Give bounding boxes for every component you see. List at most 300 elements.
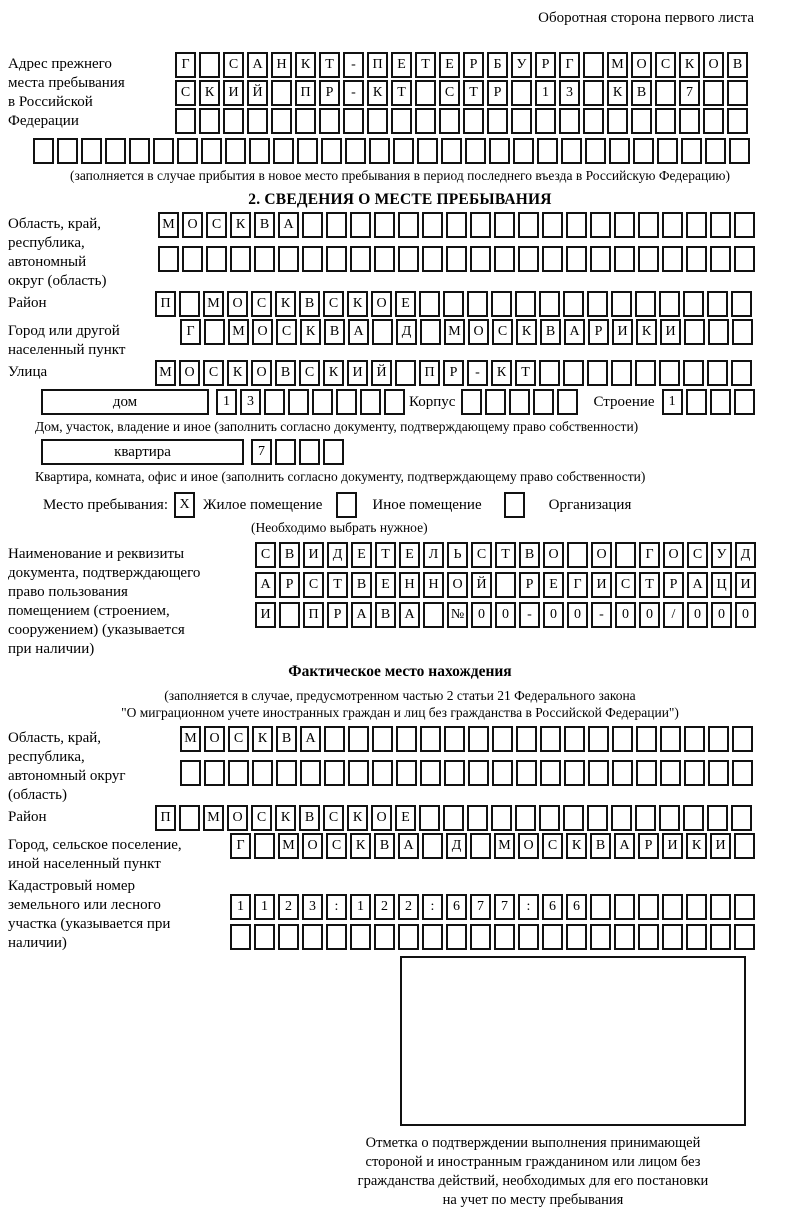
char-cell[interactable]: К: [491, 360, 512, 386]
char-cell[interactable]: [419, 805, 440, 831]
char-cell[interactable]: С: [471, 542, 492, 568]
char-cell[interactable]: :: [518, 894, 539, 920]
char-cell[interactable]: [468, 726, 489, 752]
char-cell[interactable]: Ц: [711, 572, 732, 598]
char-cell[interactable]: [684, 319, 705, 345]
char-cell[interactable]: Т: [639, 572, 660, 598]
char-cell[interactable]: Б: [487, 52, 508, 78]
char-cell[interactable]: 1: [230, 894, 251, 920]
char-cell[interactable]: [683, 291, 704, 317]
char-cell[interactable]: [567, 542, 588, 568]
char-cell[interactable]: [199, 52, 220, 78]
char-cell[interactable]: 7: [251, 439, 272, 465]
char-cell[interactable]: [374, 246, 395, 272]
char-cell[interactable]: У: [711, 542, 732, 568]
char-cell[interactable]: [633, 138, 654, 164]
char-cell[interactable]: [395, 360, 416, 386]
char-cell[interactable]: Т: [495, 542, 516, 568]
char-cell[interactable]: [398, 924, 419, 950]
char-cell[interactable]: [515, 291, 536, 317]
char-cell[interactable]: [732, 319, 753, 345]
char-cell[interactable]: М: [494, 833, 515, 859]
char-cell[interactable]: [662, 246, 683, 272]
char-cell[interactable]: [611, 805, 632, 831]
char-cell[interactable]: 0: [711, 602, 732, 628]
char-cell[interactable]: О: [518, 833, 539, 859]
char-cell[interactable]: [710, 924, 731, 950]
char-cell[interactable]: В: [275, 360, 296, 386]
char-cell[interactable]: С: [615, 572, 636, 598]
char-cell[interactable]: А: [278, 212, 299, 238]
char-cell[interactable]: К: [230, 212, 251, 238]
char-cell[interactable]: И: [223, 80, 244, 106]
char-cell[interactable]: У: [511, 52, 532, 78]
char-cell[interactable]: Т: [375, 542, 396, 568]
char-cell[interactable]: [539, 805, 560, 831]
char-cell[interactable]: [727, 80, 748, 106]
char-cell[interactable]: [158, 246, 179, 272]
char-cell[interactable]: К: [252, 726, 273, 752]
char-cell[interactable]: [420, 760, 441, 786]
char-cell[interactable]: В: [276, 726, 297, 752]
char-cell[interactable]: О: [204, 726, 225, 752]
char-cell[interactable]: Р: [443, 360, 464, 386]
char-cell[interactable]: [583, 52, 604, 78]
char-cell[interactable]: [611, 291, 632, 317]
char-cell[interactable]: В: [519, 542, 540, 568]
char-cell[interactable]: К: [300, 319, 321, 345]
char-cell[interactable]: Е: [439, 52, 460, 78]
char-cell[interactable]: Р: [535, 52, 556, 78]
char-cell[interactable]: [590, 246, 611, 272]
char-cell[interactable]: [319, 108, 340, 134]
char-cell[interactable]: [511, 80, 532, 106]
char-cell[interactable]: [247, 108, 268, 134]
char-cell[interactable]: М: [278, 833, 299, 859]
char-cell[interactable]: А: [348, 319, 369, 345]
char-cell[interactable]: [686, 212, 707, 238]
char-cell[interactable]: А: [351, 602, 372, 628]
char-cell[interactable]: Р: [463, 52, 484, 78]
char-cell[interactable]: [350, 246, 371, 272]
char-cell[interactable]: 1: [254, 894, 275, 920]
char-cell[interactable]: С: [251, 291, 272, 317]
char-cell[interactable]: [384, 389, 405, 415]
char-cell[interactable]: Е: [391, 52, 412, 78]
char-cell[interactable]: [509, 389, 530, 415]
char-cell[interactable]: М: [203, 805, 224, 831]
char-cell[interactable]: [372, 319, 393, 345]
char-cell[interactable]: [731, 805, 752, 831]
char-cell[interactable]: [417, 138, 438, 164]
char-cell[interactable]: [372, 760, 393, 786]
char-cell[interactable]: [655, 108, 676, 134]
char-cell[interactable]: [636, 760, 657, 786]
char-cell[interactable]: О: [543, 542, 564, 568]
char-cell[interactable]: [369, 138, 390, 164]
char-cell[interactable]: С: [655, 52, 676, 78]
char-cell[interactable]: [585, 138, 606, 164]
char-cell[interactable]: [638, 246, 659, 272]
char-cell[interactable]: [153, 138, 174, 164]
char-cell[interactable]: [179, 805, 200, 831]
char-cell[interactable]: И: [660, 319, 681, 345]
char-cell[interactable]: [223, 108, 244, 134]
char-cell[interactable]: [662, 212, 683, 238]
char-cell[interactable]: О: [182, 212, 203, 238]
char-cell[interactable]: [254, 924, 275, 950]
char-cell[interactable]: [249, 138, 270, 164]
char-cell[interactable]: [710, 894, 731, 920]
char-cell[interactable]: [515, 805, 536, 831]
char-cell[interactable]: Р: [279, 572, 300, 598]
char-cell[interactable]: К: [295, 52, 316, 78]
char-cell[interactable]: Д: [446, 833, 467, 859]
char-cell[interactable]: [566, 924, 587, 950]
char-cell[interactable]: В: [631, 80, 652, 106]
char-cell[interactable]: О: [251, 360, 272, 386]
char-cell[interactable]: [439, 108, 460, 134]
char-cell[interactable]: [587, 360, 608, 386]
char-cell[interactable]: Н: [399, 572, 420, 598]
char-cell[interactable]: [732, 760, 753, 786]
char-cell[interactable]: [489, 138, 510, 164]
char-cell[interactable]: [391, 108, 412, 134]
char-cell[interactable]: [396, 760, 417, 786]
char-cell[interactable]: [491, 805, 512, 831]
char-cell[interactable]: [683, 805, 704, 831]
char-cell[interactable]: [703, 80, 724, 106]
char-cell[interactable]: Р: [487, 80, 508, 106]
char-cell[interactable]: [708, 726, 729, 752]
char-cell[interactable]: [662, 894, 683, 920]
char-cell[interactable]: [321, 138, 342, 164]
char-cell[interactable]: П: [303, 602, 324, 628]
char-cell[interactable]: И: [735, 572, 756, 598]
char-cell[interactable]: [398, 212, 419, 238]
char-cell[interactable]: [684, 726, 705, 752]
char-cell[interactable]: [467, 805, 488, 831]
char-cell[interactable]: [273, 138, 294, 164]
char-cell[interactable]: [710, 389, 731, 415]
char-cell[interactable]: [398, 246, 419, 272]
char-cell[interactable]: №: [447, 602, 468, 628]
char-cell[interactable]: С: [251, 805, 272, 831]
char-cell[interactable]: А: [614, 833, 635, 859]
char-cell[interactable]: 0: [615, 602, 636, 628]
char-cell[interactable]: А: [564, 319, 585, 345]
char-cell[interactable]: 6: [446, 894, 467, 920]
char-cell[interactable]: [659, 291, 680, 317]
char-cell[interactable]: В: [324, 319, 345, 345]
char-cell[interactable]: [326, 924, 347, 950]
char-cell[interactable]: [635, 360, 656, 386]
char-cell[interactable]: Т: [319, 52, 340, 78]
char-cell[interactable]: [662, 924, 683, 950]
char-cell[interactable]: [707, 360, 728, 386]
char-cell[interactable]: [513, 138, 534, 164]
char-cell[interactable]: [228, 760, 249, 786]
char-cell[interactable]: [443, 291, 464, 317]
char-cell[interactable]: [518, 924, 539, 950]
char-cell[interactable]: [614, 894, 635, 920]
char-cell[interactable]: [559, 108, 580, 134]
char-cell[interactable]: [419, 291, 440, 317]
char-cell[interactable]: [360, 389, 381, 415]
char-cell[interactable]: [206, 246, 227, 272]
char-cell[interactable]: А: [399, 602, 420, 628]
char-cell[interactable]: :: [326, 894, 347, 920]
char-cell[interactable]: [494, 924, 515, 950]
char-cell[interactable]: О: [447, 572, 468, 598]
char-cell[interactable]: [638, 924, 659, 950]
char-cell[interactable]: [660, 726, 681, 752]
char-cell[interactable]: [463, 108, 484, 134]
char-cell[interactable]: И: [347, 360, 368, 386]
char-cell[interactable]: М: [180, 726, 201, 752]
char-cell[interactable]: Г: [639, 542, 660, 568]
char-cell[interactable]: Г: [567, 572, 588, 598]
char-cell[interactable]: [561, 138, 582, 164]
char-cell[interactable]: А: [247, 52, 268, 78]
checkbox-organization[interactable]: [504, 492, 525, 518]
char-cell[interactable]: В: [374, 833, 395, 859]
char-cell[interactable]: С: [228, 726, 249, 752]
char-cell[interactable]: 0: [735, 602, 756, 628]
char-cell[interactable]: [422, 833, 443, 859]
char-cell[interactable]: [732, 726, 753, 752]
char-cell[interactable]: К: [367, 80, 388, 106]
char-cell[interactable]: [230, 924, 251, 950]
char-cell[interactable]: [461, 389, 482, 415]
char-cell[interactable]: О: [227, 805, 248, 831]
char-cell[interactable]: 7: [494, 894, 515, 920]
char-cell[interactable]: 6: [566, 894, 587, 920]
char-cell[interactable]: О: [252, 319, 273, 345]
char-cell[interactable]: [299, 439, 320, 465]
char-cell[interactable]: Р: [327, 602, 348, 628]
char-cell[interactable]: [683, 360, 704, 386]
char-cell[interactable]: [636, 726, 657, 752]
char-cell[interactable]: А: [687, 572, 708, 598]
char-cell[interactable]: Е: [399, 542, 420, 568]
house-type-box[interactable]: дом: [41, 389, 209, 415]
char-cell[interactable]: Д: [327, 542, 348, 568]
char-cell[interactable]: [179, 291, 200, 317]
char-cell[interactable]: [446, 246, 467, 272]
char-cell[interactable]: М: [155, 360, 176, 386]
char-cell[interactable]: [611, 360, 632, 386]
char-cell[interactable]: Е: [543, 572, 564, 598]
char-cell[interactable]: Г: [559, 52, 580, 78]
apartment-type-box[interactable]: квартира: [41, 439, 244, 465]
char-cell[interactable]: С: [299, 360, 320, 386]
char-cell[interactable]: [487, 108, 508, 134]
char-cell[interactable]: [686, 894, 707, 920]
char-cell[interactable]: Т: [415, 52, 436, 78]
char-cell[interactable]: [446, 924, 467, 950]
char-cell[interactable]: [252, 760, 273, 786]
checkbox-residential[interactable]: X: [174, 492, 195, 518]
char-cell[interactable]: [302, 246, 323, 272]
char-cell[interactable]: С: [439, 80, 460, 106]
char-cell[interactable]: О: [591, 542, 612, 568]
char-cell[interactable]: [707, 805, 728, 831]
char-cell[interactable]: М: [228, 319, 249, 345]
char-cell[interactable]: [590, 924, 611, 950]
char-cell[interactable]: Р: [588, 319, 609, 345]
char-cell[interactable]: [566, 246, 587, 272]
char-cell[interactable]: С: [542, 833, 563, 859]
char-cell[interactable]: [607, 108, 628, 134]
char-cell[interactable]: [422, 246, 443, 272]
char-cell[interactable]: [564, 760, 585, 786]
char-cell[interactable]: [300, 760, 321, 786]
char-cell[interactable]: [374, 212, 395, 238]
char-cell[interactable]: О: [631, 52, 652, 78]
char-cell[interactable]: -: [591, 602, 612, 628]
char-cell[interactable]: [681, 138, 702, 164]
char-cell[interactable]: С: [223, 52, 244, 78]
char-cell[interactable]: [731, 360, 752, 386]
char-cell[interactable]: [660, 760, 681, 786]
char-cell[interactable]: О: [179, 360, 200, 386]
char-cell[interactable]: [324, 726, 345, 752]
char-cell[interactable]: С: [303, 572, 324, 598]
char-cell[interactable]: 7: [679, 80, 700, 106]
char-cell[interactable]: Д: [396, 319, 417, 345]
char-cell[interactable]: [422, 924, 443, 950]
char-cell[interactable]: [57, 138, 78, 164]
char-cell[interactable]: [276, 760, 297, 786]
char-cell[interactable]: [587, 805, 608, 831]
char-cell[interactable]: В: [375, 602, 396, 628]
char-cell[interactable]: Е: [351, 542, 372, 568]
char-cell[interactable]: В: [727, 52, 748, 78]
char-cell[interactable]: [470, 212, 491, 238]
char-cell[interactable]: [734, 246, 755, 272]
char-cell[interactable]: Т: [391, 80, 412, 106]
char-cell[interactable]: [444, 726, 465, 752]
char-cell[interactable]: [533, 389, 554, 415]
char-cell[interactable]: 2: [374, 894, 395, 920]
char-cell[interactable]: К: [275, 291, 296, 317]
char-cell[interactable]: [423, 602, 444, 628]
char-cell[interactable]: [727, 108, 748, 134]
char-cell[interactable]: [518, 212, 539, 238]
char-cell[interactable]: [422, 212, 443, 238]
char-cell[interactable]: [708, 319, 729, 345]
char-cell[interactable]: С: [687, 542, 708, 568]
char-cell[interactable]: [264, 389, 285, 415]
char-cell[interactable]: О: [371, 805, 392, 831]
char-cell[interactable]: Г: [230, 833, 251, 859]
checkbox-other-premises[interactable]: [336, 492, 357, 518]
char-cell[interactable]: [511, 108, 532, 134]
char-cell[interactable]: 1: [662, 389, 683, 415]
char-cell[interactable]: П: [155, 291, 176, 317]
char-cell[interactable]: [372, 726, 393, 752]
char-cell[interactable]: [535, 108, 556, 134]
char-cell[interactable]: А: [398, 833, 419, 859]
char-cell[interactable]: /: [663, 602, 684, 628]
char-cell[interactable]: О: [227, 291, 248, 317]
char-cell[interactable]: [177, 138, 198, 164]
char-cell[interactable]: 3: [240, 389, 261, 415]
char-cell[interactable]: [302, 212, 323, 238]
char-cell[interactable]: Е: [395, 291, 416, 317]
char-cell[interactable]: 0: [639, 602, 660, 628]
char-cell[interactable]: [495, 572, 516, 598]
char-cell[interactable]: А: [300, 726, 321, 752]
char-cell[interactable]: К: [566, 833, 587, 859]
char-cell[interactable]: [734, 389, 755, 415]
char-cell[interactable]: Н: [271, 52, 292, 78]
char-cell[interactable]: -: [519, 602, 540, 628]
char-cell[interactable]: [326, 212, 347, 238]
char-cell[interactable]: [710, 246, 731, 272]
char-cell[interactable]: И: [591, 572, 612, 598]
char-cell[interactable]: [201, 138, 222, 164]
char-cell[interactable]: В: [279, 542, 300, 568]
char-cell[interactable]: О: [703, 52, 724, 78]
char-cell[interactable]: В: [540, 319, 561, 345]
char-cell[interactable]: :: [422, 894, 443, 920]
char-cell[interactable]: [326, 246, 347, 272]
char-cell[interactable]: [105, 138, 126, 164]
char-cell[interactable]: К: [275, 805, 296, 831]
char-cell[interactable]: [612, 760, 633, 786]
char-cell[interactable]: [705, 138, 726, 164]
char-cell[interactable]: [638, 894, 659, 920]
char-cell[interactable]: [557, 389, 578, 415]
char-cell[interactable]: К: [607, 80, 628, 106]
char-cell[interactable]: [518, 246, 539, 272]
char-cell[interactable]: С: [326, 833, 347, 859]
char-cell[interactable]: [254, 833, 275, 859]
char-cell[interactable]: [204, 319, 225, 345]
char-cell[interactable]: [33, 138, 54, 164]
char-cell[interactable]: [467, 291, 488, 317]
char-cell[interactable]: [614, 212, 635, 238]
char-cell[interactable]: [679, 108, 700, 134]
char-cell[interactable]: М: [607, 52, 628, 78]
char-cell[interactable]: Й: [371, 360, 392, 386]
char-cell[interactable]: 1: [216, 389, 237, 415]
char-cell[interactable]: [638, 212, 659, 238]
char-cell[interactable]: И: [612, 319, 633, 345]
char-cell[interactable]: Р: [663, 572, 684, 598]
char-cell[interactable]: [590, 894, 611, 920]
char-cell[interactable]: [324, 760, 345, 786]
char-cell[interactable]: [343, 108, 364, 134]
char-cell[interactable]: [710, 212, 731, 238]
char-cell[interactable]: [609, 138, 630, 164]
char-cell[interactable]: 0: [567, 602, 588, 628]
char-cell[interactable]: И: [303, 542, 324, 568]
char-cell[interactable]: [465, 138, 486, 164]
char-cell[interactable]: [288, 389, 309, 415]
char-cell[interactable]: [492, 726, 513, 752]
char-cell[interactable]: [734, 212, 755, 238]
char-cell[interactable]: [470, 246, 491, 272]
char-cell[interactable]: [516, 726, 537, 752]
char-cell[interactable]: [659, 360, 680, 386]
char-cell[interactable]: [348, 760, 369, 786]
char-cell[interactable]: -: [343, 52, 364, 78]
char-cell[interactable]: [230, 246, 251, 272]
char-cell[interactable]: Й: [247, 80, 268, 106]
